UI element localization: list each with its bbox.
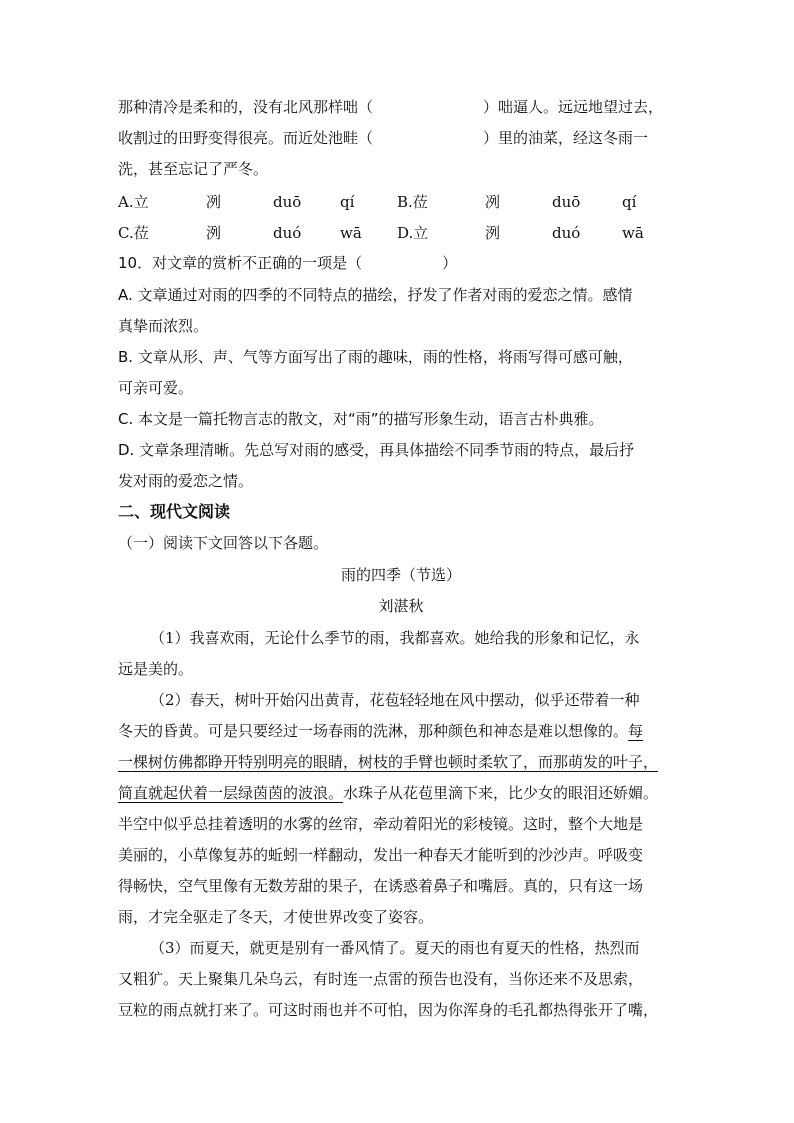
q9-text-line-2: [118, 128, 648, 148]
q10-option-d-line-2: 发对雨的爱恋之情。: [118, 472, 254, 490]
paragraph-2-line-1: （2）春天，树叶开始闪出黄青，花苞轻轻地在风中摆动，似乎还带着一种: [150, 691, 640, 709]
q9-text-line-3: 洗，甚至忘记了严冬。: [118, 160, 269, 178]
section-instruction: （一）阅读下文回答以下各题。: [118, 534, 329, 552]
q9-line2-part-b: ）里的油菜，经这冬雨一: [483, 129, 649, 147]
paragraph-2-line-8: 雨，才完全驱走了冬天，才使世界改变了姿容。: [118, 908, 434, 926]
option-b-pinyin-2: qí: [622, 193, 637, 211]
option-d-pinyin-2: wā: [622, 224, 644, 242]
q10-option-b-line-2: 可亲可爱。: [118, 379, 194, 397]
passage-title: 雨的四季（节选）: [340, 566, 461, 584]
paragraph-3-line-3: 豆粒的雨点就打来了。可这时雨也并不可怕，因为你浑身的毛孔都热得张开了嘴，: [118, 1001, 659, 1019]
option-c-label[interactable]: C.莅: [118, 224, 149, 242]
option-b-pinyin-1: duō: [552, 193, 581, 211]
q10-option-d-line-1[interactable]: D. 文章条理清晰。先总写对雨的感受，再具体描绘不同季节雨的特点，最后抒: [118, 441, 635, 459]
passage-author: 刘湛秋: [378, 597, 424, 615]
underlined-sentence-end: 简直就起伏着一层绿茵茵的波浪。: [118, 784, 344, 802]
option-b-label[interactable]: B.莅: [397, 193, 428, 211]
paragraph-2-line-2: [118, 721, 643, 741]
paragraph-2-line-2-text: 冬天的昏黄。可是只要经过一场春雨的洗淋，那种颜色和神态是难以想像的。: [118, 722, 629, 740]
option-a-word: 冽: [206, 193, 222, 211]
q9-text-line-1: [118, 97, 663, 117]
paragraph-1-line-1: （1）我喜欢雨，无论什么季节的雨，我都喜欢。她给我的形象和记忆，永: [150, 629, 640, 647]
q10-option-b-line-1[interactable]: B. 文章从形、声、气等方面写出了雨的趣味，雨的性格，将雨写得可感可触，: [118, 348, 633, 366]
q9-line1-part-a: 那种清冷是柔和的，没有北风那样咄（: [118, 98, 374, 116]
option-c-word: 洌: [206, 224, 222, 242]
paragraph-1-line-2: 远是美的。: [118, 660, 194, 678]
option-b-word: 冽: [485, 193, 501, 211]
section-heading: 二、现代文阅读: [118, 502, 231, 521]
q10-stem: [118, 253, 457, 273]
q10-stem-close: ）: [442, 254, 458, 272]
paragraph-2-line-5: 半空中似乎总挂着透明的水雾的丝帘，牵动着阳光的彩棱镜。这时，整个大地是: [118, 815, 644, 833]
paragraph-3-line-1: （3）而夏天，就更是别有一番风情了。夏天的雨也有夏天的性格，热烈而: [150, 939, 640, 957]
option-d-label[interactable]: D.立: [397, 224, 429, 242]
q10-option-a-line-2: 真挚而浓烈。: [118, 317, 209, 335]
option-a-pinyin-1: duō: [273, 193, 302, 211]
option-c-pinyin-1: duó: [273, 224, 302, 242]
paragraph-2-line-4: [118, 783, 658, 803]
paragraph-2-line-6: 美丽的，小草像复苏的蚯蚓一样翻动，发出一种春天才能听到的沙沙声。呼吸变: [118, 846, 644, 864]
underlined-sentence-start: 每: [628, 722, 644, 740]
q9-line2-part-a: 收割过的田野变得很亮。而近处池畦（: [118, 129, 374, 147]
option-d-word: 洌: [485, 224, 501, 242]
paragraph-2-line-4-text: 水珠子从花苞里滴下来，比少女的眼泪还娇媚。: [343, 784, 659, 802]
underlined-sentence-line: 一棵树仿佛都睁开特别明亮的眼睛，树枝的手臂也顿时柔软了，而那萌发的叶子，: [118, 753, 659, 771]
option-d-pinyin-1: duó: [552, 224, 581, 242]
q9-line1-part-b: ）咄逼人。远远地望过去，: [483, 98, 664, 116]
q10-option-c[interactable]: C. 本文是一篇托物言志的散文，对“雨”的描写形象生动，语言古朴典雅。: [118, 410, 604, 428]
paragraph-2-line-7: 得畅快，空气里像有无数芳甜的果子，在诱惑着鼻子和嘴唇。真的，只有这一场: [118, 877, 644, 895]
option-c-pinyin-2: wā: [340, 224, 362, 242]
q10-option-a-line-1[interactable]: A. 文章通过对雨的四季的不同特点的描绘，抒发了作者对雨的爱恋之情。感情: [118, 286, 633, 304]
q10-stem-text: 10．对文章的赏析不正确的一项是（: [118, 254, 363, 272]
option-a-label[interactable]: A.立: [118, 193, 149, 211]
option-a-pinyin-2: qí: [340, 193, 355, 211]
paragraph-3-line-2: 又粗犷。天上聚集几朵乌云，有时连一点雷的预告也没有，当你还来不及思索，: [118, 970, 644, 988]
